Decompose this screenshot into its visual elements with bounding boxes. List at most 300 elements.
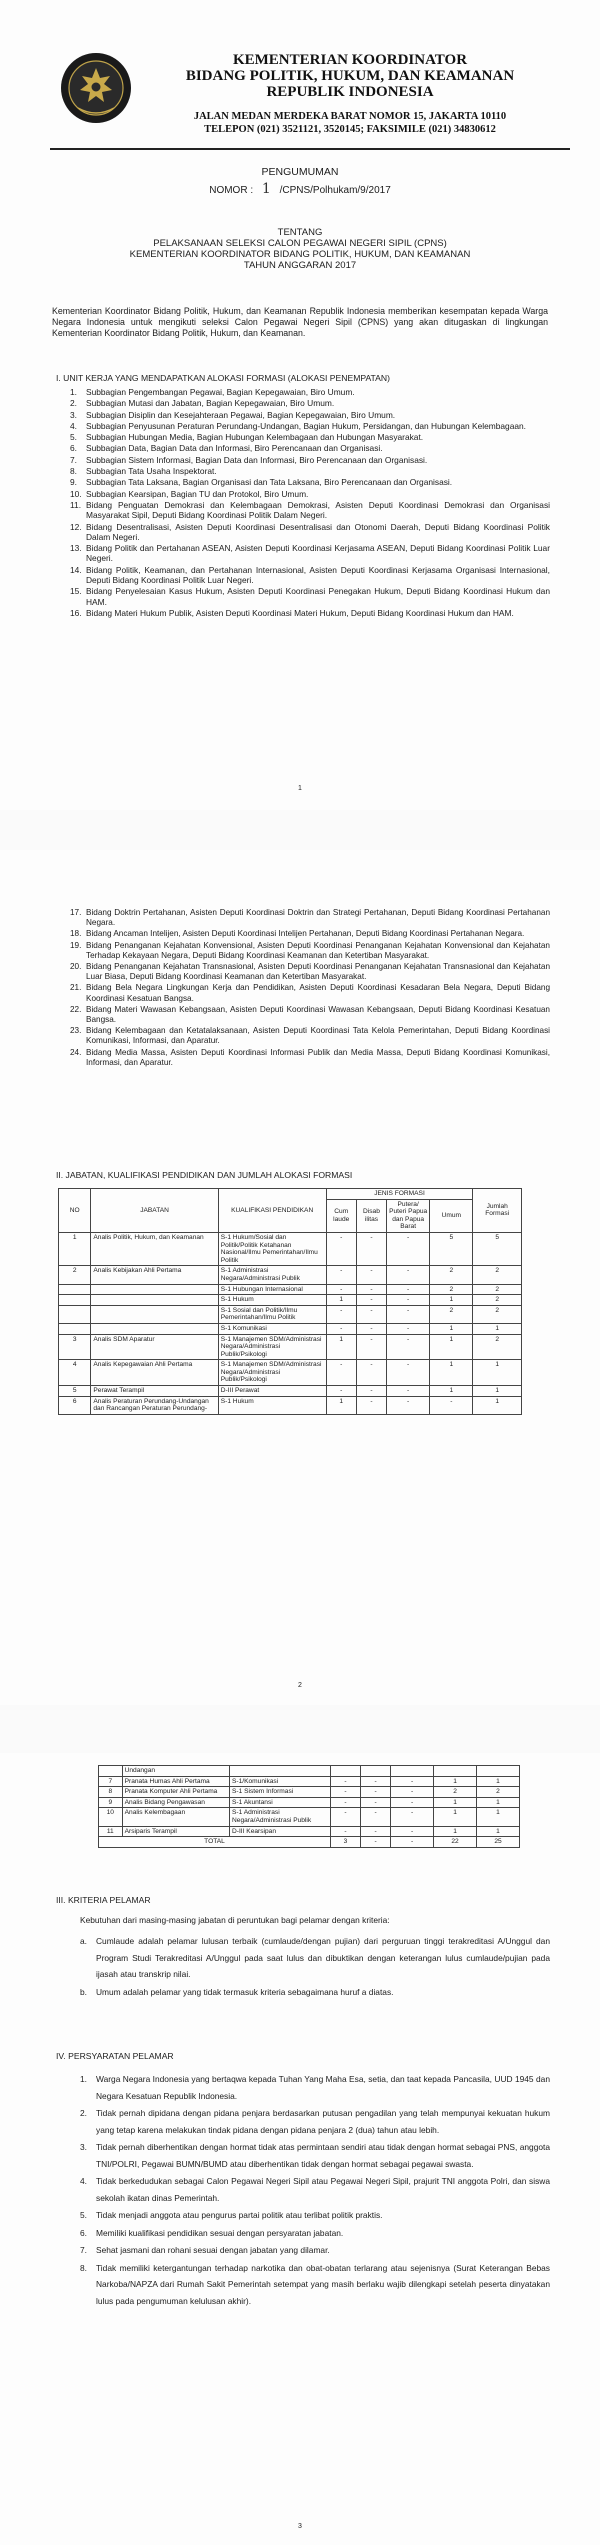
section-1-list-continued bbox=[70, 908, 550, 1069]
intro-paragraph: Kementerian Koordinator Bidang Politik, Hukum, dan Keamanan Republik Indonesia memberikan kesempatan kepada Warga Negara Indonesia untuk mengikuti seleksi Calon Pegawai Negeri Sipil (CPNS) yang akan ditugaskan di lingkungan Kementerian Koordinator Bidang Politik, Hukum, dan Keamanan. bbox=[52, 306, 548, 338]
table-row bbox=[59, 1386, 522, 1397]
cell-dis: - bbox=[361, 1826, 391, 1837]
unit-list-item bbox=[70, 489, 550, 499]
ministry-name-line3: REPUBLIK INDONESIA bbox=[266, 84, 434, 100]
cell-umum: 2 bbox=[434, 1787, 477, 1798]
col-header-disabilitas: Disab ilitas bbox=[356, 1199, 386, 1232]
unit-list-item bbox=[70, 398, 550, 408]
table-row bbox=[59, 1360, 522, 1386]
cell-umum: 1 bbox=[434, 1826, 477, 1837]
section-1-title: I. UNIT KERJA YANG MENDAPATKAN ALOKASI FORMASI (ALOKASI PENEMPATAN) bbox=[56, 373, 390, 383]
cell-jml: 1 bbox=[477, 1776, 520, 1787]
cell-dis: - bbox=[356, 1266, 386, 1284]
unit-list-item bbox=[70, 908, 550, 928]
cell-no: 8 bbox=[99, 1787, 123, 1798]
cell-kual: S-1 Manajemen SDM/Administrasi Negara/Administrasi Publik/Psikologi bbox=[218, 1334, 326, 1360]
table-row bbox=[99, 1776, 520, 1787]
unit-list-item bbox=[70, 608, 550, 618]
cell-pap: - bbox=[387, 1360, 430, 1386]
cell-jabatan bbox=[91, 1295, 218, 1306]
col-header-jumlah: Jumlah Formasi bbox=[473, 1189, 522, 1233]
unit-list-item bbox=[70, 941, 550, 961]
cell-no bbox=[59, 1323, 91, 1334]
cell-kual: S-1 Komunikasi bbox=[218, 1323, 326, 1334]
table-row bbox=[59, 1266, 522, 1284]
cell-jabatan: Analis Politik, Hukum, dan Keamanan bbox=[91, 1232, 218, 1265]
cell-dis: - bbox=[356, 1360, 386, 1386]
list-item-text: Sehat jasmani dan rohani sesuai dengan jabatan yang dilamar. bbox=[96, 2245, 330, 2255]
list-item-number: 23. bbox=[70, 1026, 82, 1036]
cell-jml: 1 bbox=[477, 1826, 520, 1837]
list-item-text: Subbagian Penyusunan Peraturan Perundang-Undangan, Bagian Hukum, Persidangan, dan Hubungan Kelembagaan. bbox=[86, 420, 527, 431]
list-item-text: Subbagian Hubungan Media, Bagian Hubungan Kelembagaan dan Hubungan Masyarakat. bbox=[86, 432, 424, 443]
cell-cum: - bbox=[326, 1323, 356, 1334]
list-item-text: Bidang Bela Negara Lingkungan Kerja dan Pendidikan, Asisten Deputi Koordinasi Kesadaran Bela Negara, Deputi Bidang Koordinasi Kesatuan Bangsa. bbox=[86, 983, 550, 1003]
cell-pap: - bbox=[387, 1386, 430, 1397]
table-row bbox=[99, 1787, 520, 1798]
requirement-list-item bbox=[80, 2207, 550, 2224]
list-item-text: Bidang Politik, Keamanan, dan Pertahanan Internasional, Asisten Deputi Koordinasi Kerjasama Organisasi Internasional, Deputi Bidang Koordinasi Politik Luar Negeri. bbox=[86, 564, 550, 586]
nomor-handwritten: 1 bbox=[261, 181, 271, 197]
unit-list-item bbox=[70, 962, 550, 982]
cell-jml: 2 bbox=[473, 1295, 522, 1306]
list-item-number: 11. bbox=[70, 499, 82, 510]
cell-umum: 1 bbox=[430, 1334, 473, 1360]
letterhead-address: JALAN MEDAN MERDEKA BARAT NOMOR 15, JAKARTA 10110 bbox=[193, 111, 507, 122]
cell-umum: 2 bbox=[430, 1284, 473, 1295]
unit-list-item bbox=[70, 522, 550, 543]
document-page-1 bbox=[0, 0, 600, 810]
list-item-number: 2. bbox=[70, 398, 77, 409]
list-item-text: Bidang Penguatan Demokrasi dan Kelembagaan Demokrasi, Asisten Deputi Koordinasi Demokrasi dan Organisasi Masyarakat Sipil, Deputi Bidang Koordinasi Politik Dalam Negeri. bbox=[86, 499, 550, 521]
col-header-cumlaude: Cum laude bbox=[326, 1199, 356, 1232]
cell-pap: - bbox=[387, 1266, 430, 1284]
section-3-title: III. KRITERIA PELAMAR bbox=[56, 1895, 151, 1905]
list-item-text: Bidang Ancaman Intelijen, Asisten Deputi Koordinasi Intelijen Pertahanan, Deputi Bidang Koordinasi Pertahanan Negara. bbox=[86, 929, 525, 939]
cell-pap bbox=[391, 1766, 434, 1777]
cell-no: 10 bbox=[99, 1808, 123, 1826]
table-row bbox=[59, 1323, 522, 1334]
subject-line3: TAHUN ANGGARAN 2017 bbox=[243, 260, 357, 271]
subject-line1: PELAKSANAAN SELEKSI CALON PEGAWAI NEGERI SIPIL (CPNS) bbox=[153, 238, 447, 249]
cell-jabatan bbox=[91, 1284, 218, 1295]
cell-kual: D-III Perawat bbox=[218, 1386, 326, 1397]
cell-cum: - bbox=[326, 1386, 356, 1397]
list-item-text: Subbagian Disiplin dan Kesejahteraan Pegawai, Bagian Kepegawaian, Biro Umum. bbox=[86, 409, 396, 420]
cell-jml: 2 bbox=[473, 1305, 522, 1323]
requirement-list-item bbox=[80, 2139, 550, 2172]
cell-cum: - bbox=[326, 1305, 356, 1323]
criteria-list-item bbox=[80, 1984, 550, 2001]
section-2-title: II. JABATAN, KUALIFIKASI PENDIDIKAN DAN JUMLAH ALOKASI FORMASI bbox=[56, 1170, 353, 1180]
list-item-number: a. bbox=[80, 1936, 87, 1946]
list-item-number: 2. bbox=[80, 2108, 87, 2118]
list-item-number: 14. bbox=[70, 564, 82, 575]
nomor-label: NOMOR : bbox=[209, 185, 254, 196]
nomor-rest: /CPNS/Polhukam/9/2017 bbox=[279, 185, 391, 196]
table-row bbox=[99, 1808, 520, 1826]
cell-kual: S-1 Administrasi Negara/Administrasi Publik bbox=[230, 1808, 331, 1826]
list-item-text: Subbagian Sistem Informasi, Bagian Data dan Informasi, Biro Perencanaan dan Organisasi. bbox=[86, 454, 428, 465]
cell-pap: - bbox=[387, 1305, 430, 1323]
cell-dis bbox=[361, 1766, 391, 1777]
section-3-list bbox=[80, 1933, 550, 2001]
cell-jml: 2 bbox=[477, 1787, 520, 1798]
list-item-text: Subbagian Mutasi dan Jabatan, Bagian Kepegawaian, Biro Umum. bbox=[86, 398, 335, 409]
unit-list-item bbox=[70, 1005, 550, 1025]
col-header-papua: Putera/ Puteri Papua dan Papua Barat bbox=[387, 1199, 430, 1232]
list-item-number: 22. bbox=[70, 1004, 82, 1014]
unit-list-item bbox=[70, 410, 550, 420]
cell-jabatan: Analis Kepegawaian Ahli Pertama bbox=[91, 1360, 218, 1386]
letterhead-divider bbox=[50, 148, 570, 150]
table-total-row bbox=[99, 1837, 520, 1848]
cell-pap: - bbox=[391, 1776, 434, 1787]
list-item-number: 4. bbox=[80, 2176, 87, 2186]
cell-dis: - bbox=[361, 1808, 391, 1826]
cell-jabatan: Analis Kebijakan Ahli Pertama bbox=[91, 1266, 218, 1284]
cell-cum: 1 bbox=[326, 1334, 356, 1360]
cell-jabatan: Analis Bidang Pengawasan bbox=[122, 1797, 229, 1808]
cell-pap: - bbox=[387, 1232, 430, 1265]
cell-dis: - bbox=[361, 1787, 391, 1798]
letterhead-phone: TELEPON (021) 3521121, 3520145; FAKSIMILE (021) 34830612 bbox=[204, 124, 496, 135]
tentang-label: TENTANG bbox=[277, 227, 323, 238]
letterhead bbox=[140, 52, 560, 136]
cell-no: 7 bbox=[99, 1776, 123, 1787]
formation-table-continued bbox=[98, 1765, 520, 1848]
cell-dis: - bbox=[356, 1396, 386, 1414]
list-item-number: 7. bbox=[70, 454, 77, 465]
cell-pap: - bbox=[387, 1396, 430, 1414]
list-item-number: 16. bbox=[70, 607, 82, 618]
table-row bbox=[99, 1826, 520, 1837]
cell-dis: - bbox=[361, 1797, 391, 1808]
cell-umum: 2 bbox=[430, 1305, 473, 1323]
total-umum: 22 bbox=[434, 1837, 477, 1848]
cell-cum: - bbox=[326, 1360, 356, 1386]
cell-umum: 2 bbox=[430, 1266, 473, 1284]
col-header-no: NO bbox=[59, 1189, 91, 1233]
cell-dis: - bbox=[356, 1284, 386, 1295]
unit-list-item bbox=[70, 565, 550, 586]
cell-jml: 1 bbox=[477, 1808, 520, 1826]
document-page-3 bbox=[0, 1753, 600, 2545]
list-item-text: Bidang Kelembagaan dan Ketatalaksanaan, Asisten Deputi Koordinasi Tata Kelola Pemerintahan, Deputi Bidang Koordinasi Komunikasi, Informasi, dan Aparatur. bbox=[86, 1026, 550, 1046]
cell-umum: 5 bbox=[430, 1232, 473, 1265]
cell-dis: - bbox=[356, 1232, 386, 1265]
cell-dis: - bbox=[361, 1776, 391, 1787]
table-row bbox=[99, 1766, 520, 1777]
cell-umum: 1 bbox=[434, 1797, 477, 1808]
cell-kual: S-1 Hukum bbox=[218, 1295, 326, 1306]
cell-pap: - bbox=[391, 1808, 434, 1826]
cell-no bbox=[59, 1305, 91, 1323]
list-item-number: 15. bbox=[70, 586, 82, 597]
cell-kual: S-1 Hubungan Internasional bbox=[218, 1284, 326, 1295]
unit-list-item bbox=[70, 1026, 550, 1046]
unit-list-item bbox=[70, 477, 550, 487]
cell-no bbox=[59, 1295, 91, 1306]
list-item-text: Bidang Materi Hukum Publik, Asisten Deputi Koordinasi Materi Hukum, Deputi Bidang Koordinasi Hukum dan HAM. bbox=[86, 607, 514, 618]
list-item-number: 10. bbox=[70, 488, 82, 499]
cell-dis: - bbox=[356, 1334, 386, 1360]
total-label: TOTAL bbox=[99, 1837, 331, 1848]
cell-kual bbox=[230, 1766, 331, 1777]
requirement-list-item bbox=[80, 2071, 550, 2104]
cell-kual: S-1 Administrasi Negara/Administrasi Publik bbox=[218, 1266, 326, 1284]
cell-jabatan: Arsiparis Terampil bbox=[122, 1826, 229, 1837]
cell-kual: S-1/Komunikasi bbox=[230, 1776, 331, 1787]
table-row bbox=[59, 1334, 522, 1360]
list-item-text: Warga Negara Indonesia yang bertaqwa kepada Tuhan Yang Maha Esa, setia, dan taat kepada Pancasila, UUD 1945 dan Negara Kesatuan Republik Indonesia. bbox=[96, 2074, 550, 2101]
cell-pap: - bbox=[387, 1323, 430, 1334]
list-item-text: Bidang Materi Wawasan Kebangsaan, Asisten Deputi Koordinasi Wawasan Kebangsaan, Deputi Bidang Koordinasi Kesatuan Bangsa. bbox=[86, 1004, 550, 1025]
list-item-text: Bidang Doktrin Pertahanan, Asisten Deputi Koordinasi Doktrin dan Strategi Pertahanan, Deputi Bidang Koordinasi Pertahanan Negara. bbox=[86, 908, 550, 928]
cell-kual: S-1 Hukum bbox=[218, 1396, 326, 1414]
total-jml: 25 bbox=[477, 1837, 520, 1848]
list-item-number: 17. bbox=[70, 908, 82, 917]
list-item-number: 8. bbox=[80, 2262, 87, 2273]
list-item-number: 13. bbox=[70, 543, 82, 554]
requirement-list-item bbox=[80, 2105, 550, 2138]
section-3-intro: Kebutuhan dari masing-masing jabatan di peruntukan bagi pelamar dengan kriteria: bbox=[80, 1915, 390, 1925]
announcement-heading: PENGUMUMAN bbox=[261, 166, 339, 178]
list-item-number: 6. bbox=[80, 2227, 87, 2238]
requirement-list-item bbox=[80, 2242, 550, 2259]
cell-jabatan: Undangan bbox=[122, 1766, 229, 1777]
unit-list-item bbox=[70, 432, 550, 442]
criteria-list-item bbox=[80, 1933, 550, 1983]
cell-jabatan: Perawat Terampil bbox=[91, 1386, 218, 1397]
cell-cum: - bbox=[326, 1284, 356, 1295]
cell-no: 11 bbox=[99, 1826, 123, 1837]
cell-umum: 1 bbox=[430, 1323, 473, 1334]
list-item-text: Tidak pernah dipidana dengan pidana penjara berdasarkan putusan pengadilan yang telah mempunyai kekuatan hukum yang tetap karena melakukan tindak pidana dengan pidana penjara 2 (dua) tahun atau lebih. bbox=[96, 2108, 550, 2135]
cell-no bbox=[99, 1766, 123, 1777]
cell-cum: - bbox=[330, 1808, 360, 1826]
cell-jabatan: Analis Kelembagaan bbox=[122, 1808, 229, 1826]
cell-jabatan: Analis SDM Aparatur bbox=[91, 1334, 218, 1360]
table-row bbox=[59, 1284, 522, 1295]
list-item-number: 6. bbox=[70, 443, 77, 454]
table-row bbox=[59, 1396, 522, 1414]
cell-jml: 1 bbox=[473, 1396, 522, 1414]
list-item-number: 8. bbox=[70, 466, 77, 477]
ministry-name-line2: BIDANG POLITIK, HUKUM, DAN KEAMANAN bbox=[185, 68, 515, 84]
cell-umum: 1 bbox=[430, 1295, 473, 1306]
announcement-subject bbox=[0, 227, 600, 271]
list-item-number: 1. bbox=[70, 387, 77, 397]
list-item-text: Subbagian Tata Usaha Inspektorat. bbox=[86, 466, 217, 477]
subject-line2: KEMENTERIAN KOORDINATOR BIDANG POLITIK, HUKUM, DAN KEAMANAN bbox=[129, 249, 471, 260]
list-item-number: 24. bbox=[70, 1047, 82, 1057]
list-item-text: Bidang Politik dan Pertahanan ASEAN, Asisten Deputi Koordinasi Kerjasama ASEAN, Deputi Bidang Koordinasi Politik Luar Negeri. bbox=[86, 543, 550, 564]
cell-kual: S-1 Manajemen SDM/Administrasi Negara/Administrasi Publik/Psikologi bbox=[218, 1360, 326, 1386]
page-gap-2 bbox=[0, 1705, 600, 1753]
cell-pap: - bbox=[391, 1797, 434, 1808]
unit-list-item bbox=[70, 443, 550, 453]
list-item-text: Memiliki kualifikasi pendidikan sesuai dengan persyaratan jabatan. bbox=[96, 2227, 344, 2238]
page-number-1: 1 bbox=[298, 785, 302, 792]
cell-dis: - bbox=[356, 1305, 386, 1323]
cell-no: 4 bbox=[59, 1360, 91, 1386]
cell-jml: 1 bbox=[473, 1323, 522, 1334]
cell-umum: 1 bbox=[430, 1386, 473, 1397]
list-item-text: Subbagian Kearsipan, Bagian TU dan Protokol, Biro Umum. bbox=[86, 488, 309, 499]
cell-cum: - bbox=[330, 1776, 360, 1787]
cell-jml: 2 bbox=[473, 1266, 522, 1284]
cell-umum: 1 bbox=[430, 1360, 473, 1386]
table-row bbox=[59, 1232, 522, 1265]
unit-list-item bbox=[70, 586, 550, 607]
cell-cum: 1 bbox=[326, 1295, 356, 1306]
list-item-number: 18. bbox=[70, 929, 82, 939]
list-item-number: b. bbox=[80, 1986, 87, 1997]
cell-umum bbox=[434, 1766, 477, 1777]
list-item-number: 1. bbox=[80, 2074, 87, 2084]
cell-kual: S-1 Sosial dan Politik/Ilmu Pemerintahan/Ilmu Politik bbox=[218, 1305, 326, 1323]
cell-jml: 1 bbox=[473, 1386, 522, 1397]
list-item-text: Tidak memiliki ketergantungan terhadap narkotika dan obat-obatan terlarang atau sejenisnya (Surat Keterangan Bebas Narkoba/NAPZA dari Rumah Sakit Pemerintah setempat yang masih berlaku wajib dilengkapi setelah peserta dinyatakan lulus pada pengumuman kelulusan akhir). bbox=[96, 2262, 550, 2306]
requirement-list-item bbox=[80, 2260, 550, 2310]
cell-jml bbox=[477, 1766, 520, 1777]
cell-kual: S-1 Hukum/Sosial dan Politik/Politik Ketahanan Nasional/Ilmu Pemerintahan/Ilmu Politik bbox=[218, 1232, 326, 1265]
unit-list-item bbox=[70, 466, 550, 476]
list-item-text: Subbagian Data, Bagian Data dan Informasi, Biro Perencanaan dan Organisasi. bbox=[86, 443, 383, 454]
col-header-kualifikasi: KUALIFIKASI PENDIDIKAN bbox=[218, 1189, 326, 1233]
cell-jml: 1 bbox=[473, 1360, 522, 1386]
requirement-list-item bbox=[80, 2173, 550, 2206]
table-row bbox=[59, 1305, 522, 1323]
cell-no: 3 bbox=[59, 1334, 91, 1360]
ministry-name-line1: KEMENTERIAN KOORDINATOR bbox=[232, 52, 468, 68]
list-item-text: Bidang Penanganan Kejahatan Konvensional, Asisten Deputi Koordinasi Penanganan Kejahatan Konvensional dan Kejahatan Terhadap Kekayaan Negara, Deputi Bidang Koordinasi Keamanan dan Ketertiban Masyarakat. bbox=[86, 940, 550, 960]
cell-cum bbox=[330, 1766, 360, 1777]
cell-umum: 1 bbox=[434, 1776, 477, 1787]
cell-cum: - bbox=[330, 1787, 360, 1798]
list-item-text: Bidang Media Massa, Asisten Deputi Koordinasi Informasi Publik dan Media Massa, Deputi Bidang Koordinasi Komunikasi, Informasi, dan Aparatur. bbox=[86, 1047, 550, 1067]
list-item-number: 12. bbox=[70, 521, 82, 532]
section-4-title: IV. PERSYARATAN PELAMAR bbox=[56, 2051, 174, 2061]
list-item-number: 20. bbox=[70, 962, 82, 972]
cell-kual: S-1 Sistem Informasi bbox=[230, 1787, 331, 1798]
col-header-umum: Umum bbox=[430, 1199, 473, 1232]
cell-pap: - bbox=[391, 1787, 434, 1798]
announcement-number bbox=[0, 181, 600, 197]
cell-dis: - bbox=[356, 1295, 386, 1306]
list-item-number: 9. bbox=[70, 477, 77, 488]
list-item-number: 4. bbox=[70, 420, 77, 431]
cell-jabatan bbox=[91, 1305, 218, 1323]
cell-no: 5 bbox=[59, 1386, 91, 1397]
kemenko-polhukam-logo bbox=[60, 52, 132, 124]
cell-jml: 2 bbox=[473, 1334, 522, 1360]
total-cum: 3 bbox=[330, 1837, 360, 1848]
total-pap: - bbox=[391, 1837, 434, 1848]
col-header-jenis-formasi: JENIS FORMASI bbox=[326, 1189, 473, 1200]
page-gap-1 bbox=[0, 810, 600, 850]
page-number-2: 2 bbox=[298, 1682, 302, 1689]
section-4-list bbox=[80, 2071, 550, 2310]
list-item-text: Subbagian Pengembangan Pegawai, Bagian Kepegawaian, Biro Umum. bbox=[86, 387, 355, 397]
list-item-text: Subbagian Tata Laksana, Bagian Organisasi dan Tata Laksana, Biro Perencanaan dan Organisasi. bbox=[86, 477, 453, 488]
col-header-jabatan: JABATAN bbox=[91, 1189, 218, 1233]
cell-pap: - bbox=[391, 1826, 434, 1837]
cell-umum: 1 bbox=[434, 1808, 477, 1826]
cell-umum: - bbox=[430, 1396, 473, 1414]
cell-no: 6 bbox=[59, 1396, 91, 1414]
table-row bbox=[99, 1797, 520, 1808]
cell-cum: - bbox=[330, 1797, 360, 1808]
list-item-number: 3. bbox=[70, 409, 77, 420]
cell-no bbox=[59, 1284, 91, 1295]
unit-list-item bbox=[70, 421, 550, 431]
unit-list-item bbox=[70, 455, 550, 465]
cell-cum: - bbox=[326, 1232, 356, 1265]
list-item-number: 21. bbox=[70, 983, 82, 993]
total-dis: - bbox=[361, 1837, 391, 1848]
cell-jabatan: Pranata Komputer Ahli Pertama bbox=[122, 1787, 229, 1798]
cell-no: 9 bbox=[99, 1797, 123, 1808]
cell-pap: - bbox=[387, 1334, 430, 1360]
list-item-text: Bidang Penanganan Kejahatan Transnasional, Asisten Deputi Koordinasi Penanganan Kejahatan Transnasional dan Kejahatan Luar Biasa, Deputi Bidang Koordinasi Keamanan dan Ketertiban Masyarakat. bbox=[86, 962, 550, 982]
cell-kual: S-1 Akuntansi bbox=[230, 1797, 331, 1808]
document-page-2 bbox=[0, 850, 600, 1705]
cell-jabatan bbox=[91, 1323, 218, 1334]
cell-no: 2 bbox=[59, 1266, 91, 1284]
unit-list-item bbox=[70, 500, 550, 521]
list-item-text: Bidang Desentralisasi, Asisten Deputi Koordinasi Desentralisasi dan Otonomi Daerah, Deputi Bidang Koordinasi Politik Dalam Negeri. bbox=[86, 521, 550, 542]
cell-kual: D-III Kearsipan bbox=[230, 1826, 331, 1837]
cell-jml: 1 bbox=[477, 1797, 520, 1808]
formation-table bbox=[58, 1188, 522, 1415]
cell-jabatan: Analis Peraturan Perundang-Undangan dan Rancangan Peraturan Perundang- bbox=[91, 1396, 218, 1414]
cell-pap: - bbox=[387, 1284, 430, 1295]
table-row bbox=[59, 1295, 522, 1306]
list-item-text: Cumlaude adalah pelamar lulusan terbaik (cumlaude/dengan pujian) dari perguruan tinggi terakreditasi A/Unggul dan Program Studi Terakreditasi A/Unggul pada saat lulus dan dibuktikan dengan keterangan lulus cumlaude/pujian pada ijasah atau transkrip nilai. bbox=[96, 1936, 550, 1979]
list-item-number: 3. bbox=[80, 2142, 87, 2152]
unit-list-item bbox=[70, 1048, 550, 1068]
list-item-number: 7. bbox=[80, 2245, 87, 2255]
list-item-text: Tidak pernah diberhentikan dengan hormat tidak atas permintaan sendiri atau tidak dengan hormat sebagai PNS, anggota TNI/POLRI, Pegawai BUMN/BUMD atau diberhentikan tidak dengan hormat sebagai pegawai swasta. bbox=[96, 2142, 550, 2169]
list-item-text: Tidak menjadi anggota atau pengurus partai politik atau terlibat politik praktis. bbox=[96, 2210, 383, 2220]
list-item-text: Tidak berkedudukan sebagai Calon Pegawai Negeri Sipil atau Pegawai Negeri Sipil, prajurit TNI anggota Polri, dan siswa sekolah ikatan dinas Pemerintah. bbox=[96, 2176, 550, 2203]
list-item-number: 5. bbox=[70, 432, 77, 443]
cell-jml: 5 bbox=[473, 1232, 522, 1265]
cell-jml: 2 bbox=[473, 1284, 522, 1295]
list-item-number: 19. bbox=[70, 940, 82, 950]
unit-list-item bbox=[70, 543, 550, 564]
list-item-text: Bidang Penyelesaian Kasus Hukum, Asisten Deputi Koordinasi Penegakan Hukum, Deputi Bidang Koordinasi Hukum dan HAM. bbox=[86, 586, 550, 607]
cell-cum: - bbox=[330, 1826, 360, 1837]
cell-no: 1 bbox=[59, 1232, 91, 1265]
unit-list-item bbox=[70, 929, 550, 939]
cell-dis: - bbox=[356, 1386, 386, 1397]
requirement-list-item bbox=[80, 2225, 550, 2242]
cell-cum: - bbox=[326, 1266, 356, 1284]
unit-list-item bbox=[70, 983, 550, 1003]
cell-dis: - bbox=[356, 1323, 386, 1334]
section-1-list bbox=[70, 387, 550, 619]
page-number-3: 3 bbox=[298, 2523, 302, 2530]
unit-list-item bbox=[70, 387, 550, 397]
list-item-number: 5. bbox=[80, 2210, 87, 2220]
list-item-text: Umum adalah pelamar yang tidak termasuk kriteria sebagaimana huruf a diatas. bbox=[96, 1986, 394, 1997]
cell-cum: 1 bbox=[326, 1396, 356, 1414]
cell-jabatan: Pranata Humas Ahli Pertama bbox=[122, 1776, 229, 1787]
cell-pap: - bbox=[387, 1295, 430, 1306]
